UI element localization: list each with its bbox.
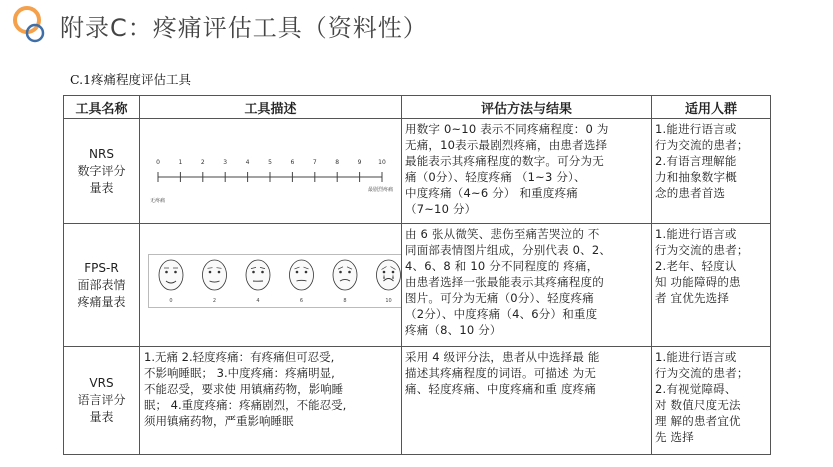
tool-desc-vrs [140, 347, 402, 455]
group-line: 行为交流的患者； [655, 138, 749, 152]
scale-tick-label: 2 [200, 159, 205, 166]
face-score-label: 4 [256, 298, 260, 304]
group-line: 知 功能障碍的患 [655, 275, 741, 289]
scale-right-label: 最剧烈疼痛 [368, 187, 394, 193]
faces-image [149, 255, 402, 307]
group-line: 1.能进行语言或 [655, 122, 737, 136]
face-icon [246, 260, 270, 290]
method-line: 痛、轻度疼痛、中度疼痛和重 度疼痛 [405, 382, 597, 396]
table-row-fpsr [64, 224, 771, 347]
tool-name-line: 量表 [89, 180, 114, 195]
header-method-result: 评估方法与结果 [402, 96, 652, 119]
tool-desc-fpsr [140, 224, 402, 347]
header-target-group: 适用人群 [652, 96, 771, 119]
table-header-row [64, 96, 771, 119]
method-line: 用数字 0~10 表示不同疼痛程度：0 为 [405, 122, 609, 136]
table-row-nrs [64, 119, 771, 224]
desc-line: 不影响睡眠； 3.中度疼痛：疼痛明显, [144, 366, 335, 380]
group-line: 2.老年、轻度认 [655, 259, 737, 273]
scale-tick-label: 7 [312, 159, 317, 166]
pain-assessment-table [63, 95, 771, 455]
desc-line: 眠； 4.重度疼痛：疼痛剧烈，不能忍受, [144, 398, 347, 412]
method-line: 中度疼痛（4~6 分） 和重度疼痛 [405, 186, 578, 200]
scale-tick-label: 10 [378, 159, 386, 166]
method-line: 描述其疼痛程度的词语。可描述 为无 [405, 366, 597, 380]
tool-name-nrs [64, 119, 140, 224]
face-icon [203, 260, 227, 290]
group-line: 2.有语言理解能 [655, 154, 737, 168]
method-line: （2分）、中度疼痛（4、6分）和重度 [405, 307, 598, 321]
group-line: 对 数值尺度无法 [655, 398, 741, 412]
method-line: 图片。可分为无痛（0分）、轻度疼痛 [405, 291, 594, 305]
desc-line: 须用镇痛药物，严重影响睡眠 [144, 414, 294, 428]
tool-method-nrs [402, 119, 652, 224]
tool-name-line: 面部表情 [77, 277, 126, 292]
face-icon [377, 260, 401, 290]
tool-group-fpsr [652, 224, 771, 347]
face-icon [159, 260, 183, 290]
tool-method-fpsr [402, 224, 652, 347]
group-line: 者 宜优先选择 [655, 291, 730, 305]
tool-group-nrs [652, 119, 771, 224]
circles-logo-icon [10, 4, 54, 48]
group-line: 1.能进行语言或 [655, 227, 737, 241]
group-line: 理 解的患者宜优 [655, 414, 741, 428]
method-line: 采用 4 级评分法，患者从中选择最 能 [405, 350, 600, 364]
numeric-rating-scale [146, 139, 396, 209]
desc-line: 不能忍受，要求使 用镇痛药物，影响睡 [144, 382, 344, 396]
method-line: 由患者选择一张最能表示其疼痛程度的 [405, 275, 604, 289]
tool-name-line: 量表 [89, 410, 114, 424]
face-score-label: 10 [385, 298, 392, 304]
group-line: 念的患者首选 [655, 186, 726, 200]
scale-tick-label: 5 [268, 159, 272, 166]
face-score-label: 8 [343, 298, 347, 304]
method-line: 最能表示其疼痛程度的数字。可分为无 [405, 154, 604, 168]
tool-desc-nrs [140, 119, 402, 224]
slide-title: 附录C：疼痛评估工具（资料性） [60, 14, 428, 42]
tool-name-line: NRS [89, 146, 114, 161]
tool-name-line: 语言评分 [77, 393, 126, 407]
group-line: 行为交流的患者； [655, 366, 749, 380]
table-row-vrs [64, 347, 771, 455]
group-line: 力和抽象数字概 [655, 170, 737, 184]
method-line: 痛（0分）、轻度疼痛 （1~3 分）、 [405, 170, 586, 184]
scale-tick-label: 9 [357, 159, 362, 166]
face-icon [290, 260, 314, 290]
tool-method-vrs [402, 347, 652, 455]
scale-tick-label: 0 [156, 159, 160, 166]
group-line: 先 选择 [655, 430, 694, 444]
method-line: 疼痛（8、10 分） [405, 323, 502, 337]
method-line: 无痛，10表示最剧烈疼痛，由患者选择 [405, 138, 608, 152]
face-score-label: 2 [212, 298, 217, 304]
tool-name-line: 疼痛量表 [77, 294, 126, 309]
header-tool-name: 工具名称 [64, 96, 140, 119]
scale-tick-label: 8 [335, 159, 340, 166]
tool-name-line: 数字评分 [77, 163, 126, 178]
tool-group-vrs [652, 347, 771, 455]
scale-tick-label: 4 [245, 159, 250, 166]
faces-pain-scale [148, 254, 402, 308]
scale-tick-label: 1 [178, 159, 183, 166]
scale-tick-label: 3 [223, 159, 228, 166]
desc-line: 1.无痛 2.轻度疼痛：有疼痛但可忍受, [144, 350, 335, 364]
method-line: （7~10 分） [405, 202, 477, 216]
face-score-label: 0 [169, 298, 173, 304]
tool-name-vrs [64, 347, 140, 455]
group-line: 1.能进行语言或 [655, 350, 737, 364]
method-line: 同面部表情图片组成，分别代表 0、2、 [405, 243, 612, 257]
face-score-label: 6 [299, 298, 304, 304]
tool-name-line: VRS [89, 376, 114, 390]
group-line: 2.有视觉障碍、 [655, 382, 737, 396]
group-line: 行为交流的患者； [655, 243, 749, 257]
method-line: 由 6 张从微笑、悲伤至痛苦哭泣的 不 [405, 227, 600, 241]
header-tool-description: 工具描述 [140, 96, 402, 119]
tool-name-line: FPS-R [84, 260, 119, 275]
tool-name-fpsr [64, 224, 140, 347]
scale-left-label: 无疼痛 [150, 198, 166, 204]
table-caption: C.1疼痛程度评估工具 [70, 72, 192, 87]
scale-tick-label: 6 [290, 159, 295, 166]
face-icon [333, 260, 357, 290]
method-line: 4、6、8 和 10 分不同程度的 疼痛， [405, 259, 599, 273]
